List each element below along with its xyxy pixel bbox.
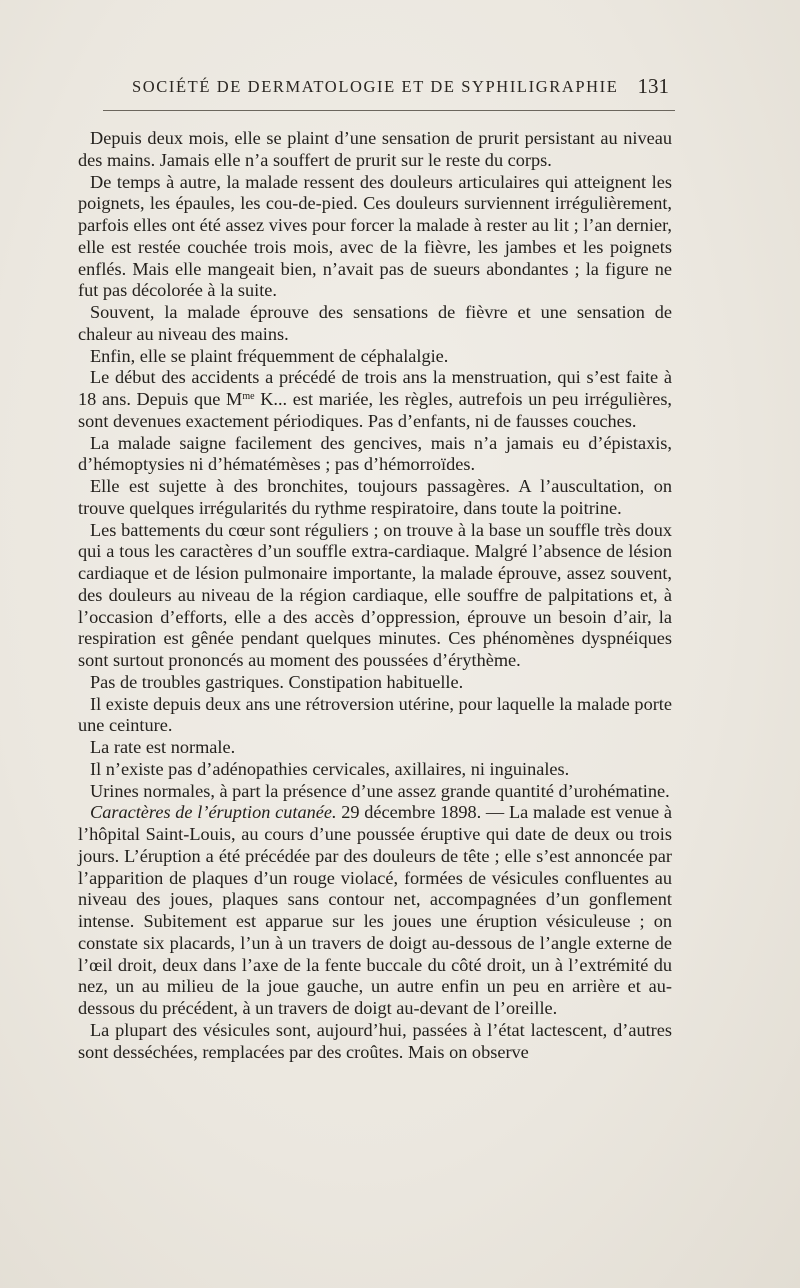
paragraph: Il n’existe pas d’adénopathies cervicales, axillaires, ni inguinales. bbox=[90, 758, 570, 779]
paragraph: Il existe depuis deux ans une rétroversion utérine, pour laquelle la malade porte une ceinture. bbox=[78, 693, 672, 736]
running-title: SOCIÉTÉ DE DERMATOLOGIE ET DE SYPHILIGRAPHIE bbox=[132, 77, 619, 96]
page-header bbox=[100, 74, 675, 104]
header-rule bbox=[103, 110, 675, 111]
paragraph-part: Le début des accidents a précédé de trois ans la menstruation, qui s’est faite à 18 ans. Depuis que M bbox=[78, 367, 672, 409]
page-number: 131 bbox=[637, 74, 669, 98]
paragraph: Souvent, la malade éprouve des sensations de fièvre et une sensation de chaleur au niveau des mains. bbox=[78, 302, 672, 344]
superscript: me bbox=[242, 391, 255, 402]
paragraph: Elle est sujette à des bronchites, toujours passagères. A l’auscultation, on trouve quelques irrégularités du rythme respiratoire, dans toute la poitrine. bbox=[78, 476, 672, 518]
body-text bbox=[78, 128, 672, 1063]
paragraph bbox=[78, 367, 672, 432]
paragraph: La malade saigne facilement des gencives, mais n’a jamais eu d’épistaxis, d’hémoptysies ni d’hématémèses ; pas d’hémorroïdes. bbox=[78, 432, 672, 475]
section-lead: Caractères de l’éruption cutanée. bbox=[90, 802, 337, 823]
paragraph: Les battements du cœur sont réguliers ; on trouve à la base un souffle très doux qui a tous les caractères d’un souffle extra-cardiaque. Malgré l’absence de lésion cardiaque et de lésion pulmonaire importante, la malade éprouve, assez souvent, des douleurs au niveau de la région cardiaque, elle souffre de palpitations et, à l’occasion d’efforts, elle a des accès d’oppression, éprouve un besoin d’air, la respiration est gênée pendant quelques minutes. Ces phénomènes dyspnéiques sont surtout prononcés au moment des poussées d’érythème. bbox=[78, 519, 672, 670]
paragraph: De temps à autre, la malade ressent des douleurs articulaires qui atteignent les poignets, les épaules, les cou-de-pied. Ces douleurs surviennent irrégulièrement, parfois elles ont été assez vives pour forcer la malade à rester au lit ; l’an dernier, elle est restée couchée trois mois, avec de la fièvre, les jambes et les poignets enflés. Mais elle mangeait bien, n’avait pas de sueurs abondantes ; la figure ne fut pas décolorée à la suite. bbox=[78, 171, 672, 301]
paragraph bbox=[78, 802, 672, 1020]
paragraph-part: K... est mariée, les règles, autrefois un peu irrégulières, sont devenues exactement périodiques. Pas d’enfants, ni de fausses couches. bbox=[78, 389, 673, 431]
paragraph: Depuis deux mois, elle se plaint d’une sensation de prurit persistant au niveau des mains. Jamais elle n’a souffert de prurit sur le reste du corps. bbox=[78, 128, 672, 170]
paragraph-part: 29 décembre 1898. — La malade est venue à l’hôpital Saint-Louis, au cours d’une poussée éruptive qui date de deux ou trois jours. L’éruption a été précédée par des douleurs de tête ; elle s’est annoncée par l’apparition de plaques d’un rouge violacé, formées de vésicules confluentes au niveau des joues, plaques sans contour net, accompagnées d’un gonflement intense. Subitement est apparue sur les joues une éruption vésiculeuse ; on constate six placards, l’un à un travers de doigt au-dessous de l’angle externe de l’œil droit, deux dans l’axe de la fente buccale du côté droit, un à l’extrémité du nez, un au milieu de la joue gauche, un autre enfin un peu en arrière et au-dessous du précédent, à un travers de doigt au-devant de l’oreille. bbox=[78, 802, 672, 1018]
paragraph: La plupart des vésicules sont, aujourd’hui, passées à l’état lactescent, d’autres sont desséchées, remplacées par des croûtes. Mais on observe bbox=[78, 1019, 672, 1062]
paragraph: Pas de troubles gastriques. Constipation habituelle. bbox=[90, 671, 464, 692]
paragraph: La rate est normale. bbox=[90, 737, 236, 757]
paragraph: Enfin, elle se plaint fréquemment de céphalalgie. bbox=[90, 345, 449, 366]
paragraph: Urines normales, à part la présence d’une assez grande quantité d’urohématine. bbox=[90, 780, 670, 801]
